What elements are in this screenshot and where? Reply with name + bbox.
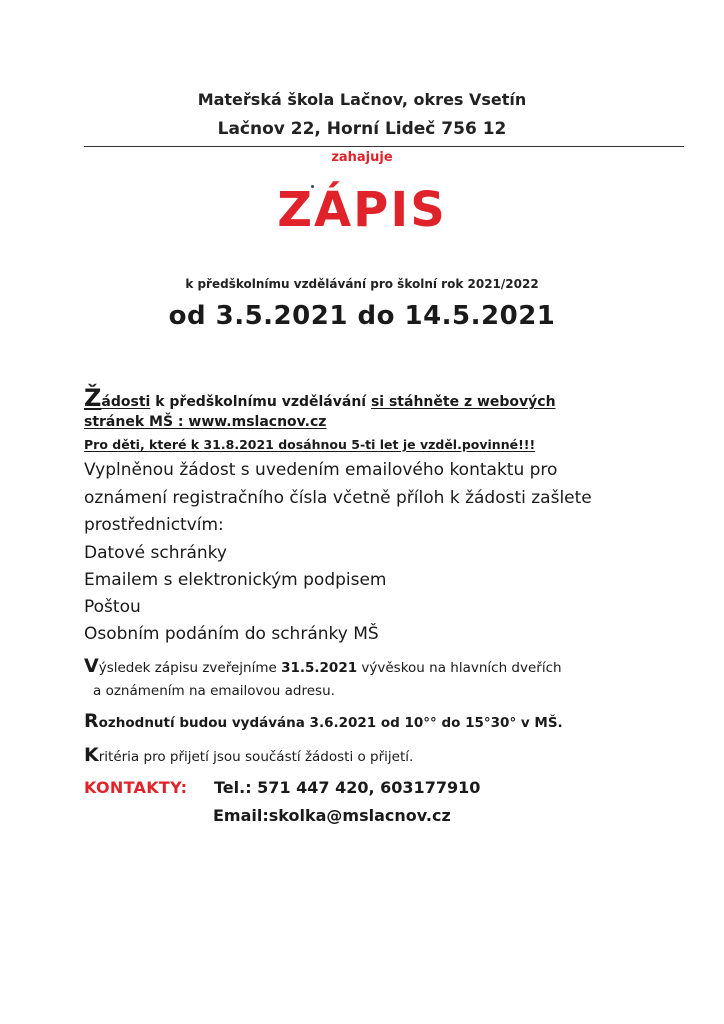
header-divider — [84, 146, 684, 147]
download-line-1 — [84, 384, 556, 412]
initial-letter: K — [84, 744, 99, 766]
text-fragment: vývěskou na hlavních dveřích — [357, 660, 562, 676]
contact-email: Email:skolka@mslacnov.cz — [213, 806, 451, 825]
initial-letter: R — [84, 710, 99, 732]
text-fragment: ozhodnutí budou vydávána 3.6.2021 od 10°° do 15°30° v MŠ. — [98, 715, 563, 731]
decision-line — [84, 710, 563, 732]
text-fragment: ritéria pro přijetí jsou součástí žádosti o přijetí. — [98, 749, 414, 765]
text-fragment: ádosti — [101, 394, 151, 410]
text-fragment: si stáhněte z webových — [370, 394, 556, 410]
text-fragment: k předškolnímu vzdělávání — [150, 394, 371, 410]
body-line: Datové schránky — [84, 543, 227, 563]
date-range: od 3.5.2021 do 14.5.2021 — [168, 301, 556, 331]
school-address: Lačnov 22, Horní Lideč 756 12 — [217, 119, 507, 139]
body-line: prostřednictvím: — [84, 515, 224, 535]
result-line-2: a oznámením na emailovou adresu. — [93, 683, 335, 699]
website-line: stránek MŠ : www.mslacnov.cz — [84, 414, 327, 430]
body-line: oznámení registračního čísla včetně příloh k žádosti zašlete — [84, 488, 592, 508]
text-fragment: 31.5.2021 — [281, 660, 358, 676]
mandatory-note: Pro děti, které k 31.8.2021 dosáhnou 5-ti let je vzděl.povinné!!! — [84, 437, 536, 452]
body-line: Osobním podáním do schránky MŠ — [84, 624, 379, 644]
body-line: Emailem s elektronickým podpisem — [84, 570, 387, 590]
initial-letter: Ž — [84, 384, 102, 412]
result-line-1 — [84, 655, 562, 677]
school-name: Mateřská škola Lačnov, okres Vsetín — [197, 90, 527, 109]
contact-phone: Tel.: 571 447 420, 603177910 — [214, 778, 481, 797]
text-fragment: ýsledek zápisu zveřejníme — [98, 660, 282, 676]
body-line: Vyplněnou žádost s uvedením emailového kontaktu pro — [84, 460, 558, 480]
criteria-line — [84, 744, 413, 766]
subtitle: k předškolnímu vzdělávání pro školní rok 2021/2022 — [185, 277, 539, 291]
contacts-label: KONTAKTY: — [84, 778, 188, 797]
intro-text: zahajuje — [331, 150, 393, 165]
page-title: ZÁPIS — [277, 182, 447, 238]
body-line: Poštou — [84, 597, 141, 617]
initial-letter: V — [84, 655, 99, 677]
